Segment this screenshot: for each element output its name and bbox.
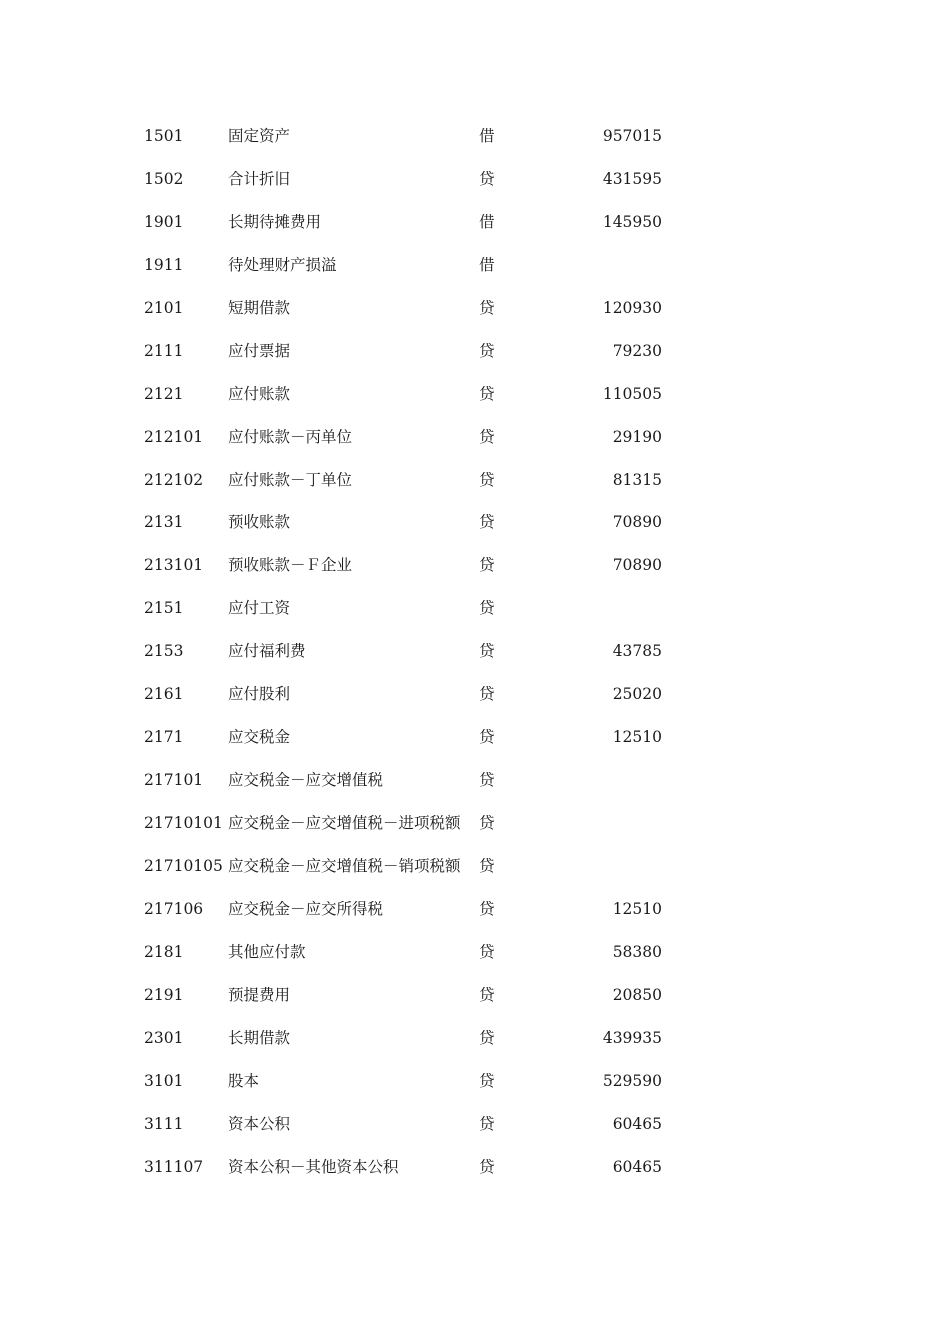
account-name: 资本公积: [228, 1114, 291, 1133]
account-name: 合计折旧: [228, 169, 291, 188]
account-name: 应付工资: [228, 599, 291, 618]
table-row: [0, 759, 950, 802]
table-row: [0, 459, 950, 502]
balance-amount: 60465: [612, 1114, 662, 1133]
table-row: [0, 716, 950, 759]
account-code: 2131: [144, 513, 184, 532]
account-code: 2181: [144, 942, 184, 961]
balance-amount: 58380: [612, 942, 662, 961]
account-name: 应付票据: [228, 341, 291, 360]
table-row: [0, 416, 950, 459]
table-row: [0, 587, 950, 630]
balance-direction: 贷: [479, 1114, 495, 1133]
account-name: 应交税金－应交增值税－进项税额: [228, 814, 461, 832]
account-code: 2153: [144, 642, 184, 661]
table-row: [0, 888, 950, 931]
balance-direction: 贷: [479, 169, 495, 188]
table-row: [0, 158, 950, 201]
account-name: 应付账款: [228, 384, 291, 403]
balance-direction: 贷: [479, 556, 495, 575]
balance-direction: 贷: [479, 384, 495, 403]
balance-amount: 431595: [602, 169, 662, 188]
balance-direction: 贷: [479, 1157, 495, 1176]
account-name: 资本公积－其他资本公积: [228, 1157, 399, 1176]
account-code: 2121: [144, 384, 184, 403]
balance-direction: 贷: [479, 685, 495, 704]
balance-amount: 43785: [612, 642, 662, 661]
balance-amount: 120930: [602, 298, 662, 317]
balance-amount: 529590: [602, 1071, 662, 1090]
account-code: 217106: [144, 899, 204, 918]
account-name: 固定资产: [228, 127, 291, 145]
balance-amount: 145950: [602, 212, 662, 231]
table-row: [0, 845, 950, 888]
account-name: 股本: [228, 1071, 260, 1090]
table-row: [0, 630, 950, 673]
account-code: 2301: [144, 1028, 184, 1047]
balance-amount: 12510: [612, 899, 662, 918]
balance-direction: 贷: [479, 599, 495, 618]
table-row: [0, 673, 950, 716]
balance-direction: 贷: [479, 728, 495, 747]
account-name: 应交税金－应交增值税－销项税额: [228, 856, 461, 875]
account-code: 2111: [144, 341, 184, 360]
account-code: 212102: [144, 470, 204, 489]
account-code: 3111: [144, 1114, 184, 1133]
table-row: [0, 544, 950, 587]
account-name: 预收账款－Ｆ企业: [228, 556, 353, 575]
balance-amount: 12510: [612, 728, 662, 747]
balance-direction: 贷: [479, 771, 495, 790]
account-name: 应付福利费: [228, 642, 306, 661]
balance-amount: 20850: [612, 985, 662, 1004]
table-row: [0, 974, 950, 1017]
table-row: [0, 244, 950, 287]
balance-amount: 70890: [612, 556, 662, 575]
account-code: 1501: [144, 127, 184, 145]
balance-direction: 贷: [479, 1071, 495, 1090]
account-name: 应付股利: [228, 685, 291, 704]
table-row: [0, 1103, 950, 1146]
balance-direction: 贷: [479, 899, 495, 918]
balance-amount: 25020: [612, 685, 662, 704]
account-code: 212101: [144, 427, 204, 446]
balance-amount: 79230: [612, 341, 662, 360]
balance-amount: 957015: [602, 127, 662, 145]
balance-amount: 60465: [612, 1157, 662, 1176]
account-code: 217101: [144, 771, 204, 790]
balance-direction: 贷: [479, 814, 495, 832]
table-row: [0, 201, 950, 244]
account-code: 2191: [144, 985, 184, 1004]
table-row: [0, 501, 950, 544]
account-code: 1901: [144, 212, 184, 231]
table-row: [0, 287, 950, 330]
account-name: 应付账款－丁单位: [228, 470, 353, 489]
account-name: 应交税金－应交增值税: [228, 771, 384, 790]
balance-direction: 贷: [479, 427, 495, 446]
account-code: 213101: [144, 556, 204, 575]
balance-amount: 70890: [612, 513, 662, 532]
account-name: 短期借款: [228, 298, 291, 317]
account-code: 3101: [144, 1071, 184, 1090]
account-code: 2171: [144, 728, 184, 747]
balance-direction: 借: [479, 127, 495, 145]
balance-direction: 贷: [479, 942, 495, 961]
account-code: 21710105: [144, 856, 223, 875]
account-name: 应交税金－应交所得税: [228, 899, 384, 918]
account-code: 311107: [144, 1157, 204, 1176]
table-row: [0, 115, 950, 158]
table-row: [0, 373, 950, 416]
balance-direction: 借: [479, 212, 495, 231]
account-name: 应交税金: [228, 728, 291, 747]
account-code: 21710101: [144, 814, 223, 832]
account-code: 1502: [144, 169, 184, 188]
account-balance-list: [0, 115, 950, 1188]
balance-amount: 439935: [602, 1028, 662, 1047]
balance-direction: 贷: [479, 513, 495, 532]
account-name: 预提费用: [228, 985, 291, 1004]
table-row: [0, 802, 950, 845]
balance-direction: 贷: [479, 470, 495, 489]
table-row: [0, 330, 950, 373]
balance-direction: 贷: [479, 985, 495, 1004]
account-code: 2151: [144, 599, 184, 618]
account-name: 应付账款－丙单位: [228, 427, 353, 446]
account-code: 2101: [144, 298, 184, 317]
account-name: 长期借款: [228, 1028, 291, 1047]
balance-direction: 贷: [479, 856, 495, 875]
account-name: 预收账款: [228, 513, 291, 532]
balance-direction: 贷: [479, 642, 495, 661]
balance-direction: 借: [479, 255, 495, 274]
table-row: [0, 1146, 950, 1189]
account-name: 待处理财产损溢: [228, 255, 337, 274]
balance-amount: 29190: [612, 427, 662, 446]
balance-direction: 贷: [479, 1028, 495, 1047]
account-name: 其他应付款: [228, 942, 306, 961]
balance-amount: 110505: [602, 384, 662, 403]
balance-direction: 贷: [479, 298, 495, 317]
account-name: 长期待摊费用: [228, 212, 322, 231]
balance-direction: 贷: [479, 341, 495, 360]
balance-amount: 81315: [612, 470, 662, 489]
account-code: 2161: [144, 685, 184, 704]
account-code: 1911: [144, 255, 184, 274]
table-row: [0, 1017, 950, 1060]
table-row: [0, 931, 950, 974]
table-row: [0, 1060, 950, 1103]
